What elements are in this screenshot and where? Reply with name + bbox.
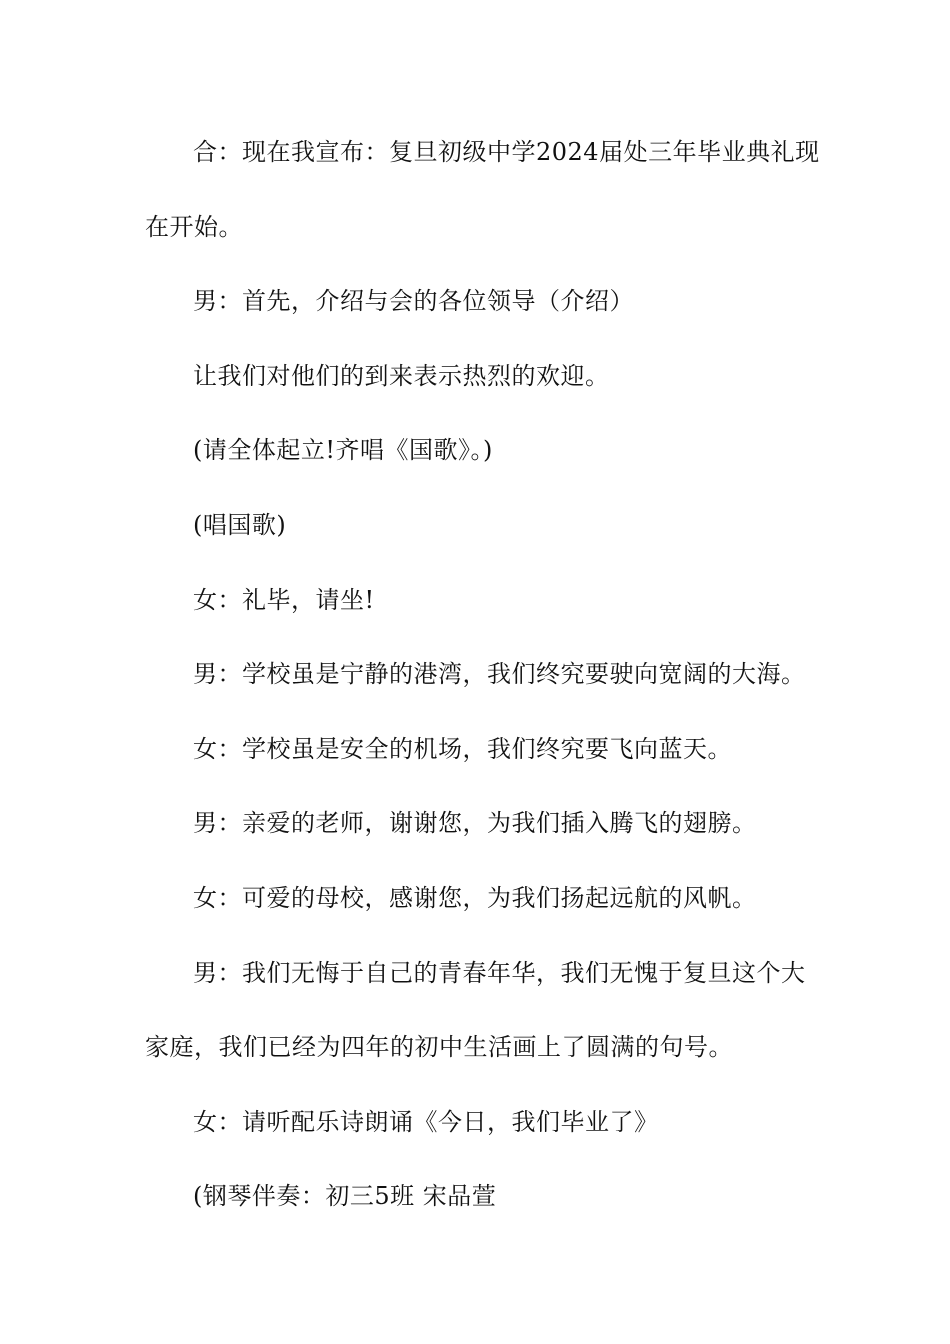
- paragraph-no-regrets-continued: 家庭，我们已经为四年的初中生活画上了圆满的句号。: [145, 1033, 733, 1061]
- paragraph-announcement-continued: 在开始。: [145, 213, 243, 241]
- paragraph-poem-recital: 女：请听配乐诗朗诵《今日，我们毕业了》: [193, 1108, 659, 1136]
- paragraph-airport: 女：学校虽是安全的机场，我们终究要飞向蓝天。: [193, 735, 732, 763]
- paragraph-stand-anthem: (请全体起立!齐唱《国歌》。): [193, 436, 493, 464]
- paragraph-school: 女：可爱的母校，感谢您，为我们扬起远航的风帆。: [193, 884, 757, 912]
- paragraph-welcome: 让我们对他们的到来表示热烈的欢迎。: [193, 362, 610, 390]
- paragraph-introduce-leaders: 男：首先，介绍与会的各位领导（介绍）: [193, 287, 634, 315]
- paragraph-announcement: 合：现在我宣布：复旦初级中学2024届处三年毕业典礼现: [193, 138, 820, 166]
- paragraph-piano-accompaniment: (钢琴伴奏：初三5班 宋品萱: [193, 1182, 497, 1210]
- paragraph-no-regrets: 男：我们无悔于自己的青春年华，我们无愧于复旦这个大: [193, 959, 806, 987]
- paragraph-be-seated: 女：礼毕，请坐!: [193, 586, 375, 614]
- paragraph-harbor: 男：学校虽是宁静的港湾，我们终究要驶向宽阔的大海。: [193, 660, 806, 688]
- paragraph-teachers: 男：亲爱的老师，谢谢您，为我们插入腾飞的翅膀。: [193, 809, 757, 837]
- paragraph-sing-anthem: (唱国歌): [193, 511, 287, 539]
